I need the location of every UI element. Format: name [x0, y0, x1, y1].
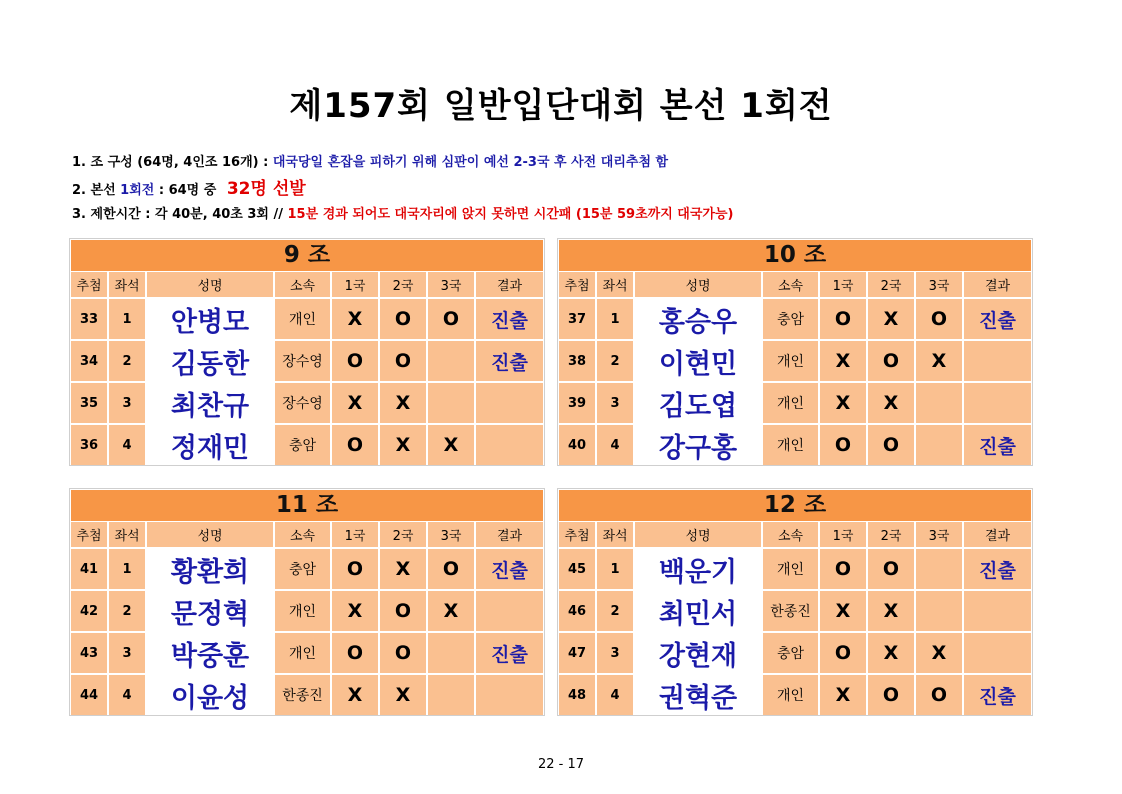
game2-result: X	[380, 675, 426, 715]
draw-number: 36	[71, 425, 107, 465]
advance-result: 진출	[476, 633, 543, 673]
table-row	[559, 591, 1031, 631]
player-name: 김도엽	[635, 383, 761, 423]
player-club: 충암	[763, 299, 818, 339]
game3-result	[916, 549, 962, 589]
col-seat: 좌석	[109, 522, 145, 547]
player-name: 문정혁	[147, 591, 273, 631]
note-3	[72, 202, 733, 228]
draw-number: 35	[71, 383, 107, 423]
game3-result: O	[428, 299, 474, 339]
col-name: 성명	[147, 272, 273, 297]
seat-number: 4	[597, 675, 633, 715]
player-name: 황환희	[147, 549, 273, 589]
group-title: 9 조	[71, 240, 543, 271]
game2-result: X	[380, 549, 426, 589]
col-name: 성명	[635, 272, 761, 297]
col-result: 결과	[964, 272, 1031, 297]
seat-number: 2	[109, 591, 145, 631]
game1-result: O	[820, 549, 866, 589]
table-row	[71, 633, 543, 673]
game3-result: X	[916, 341, 962, 381]
seat-number: 1	[597, 549, 633, 589]
col-game3: 3국	[428, 522, 474, 547]
game1-result: O	[332, 549, 378, 589]
game3-result: O	[916, 299, 962, 339]
game3-result: X	[916, 633, 962, 673]
col-seat: 좌석	[109, 272, 145, 297]
notes	[72, 150, 733, 228]
game3-result	[428, 675, 474, 715]
table-row	[559, 549, 1031, 589]
game2-result: O	[380, 299, 426, 339]
note-3-label: 3. 제한시간 : 각 40분, 40초 3회 //	[72, 207, 288, 222]
game1-result: X	[820, 591, 866, 631]
column-headers	[559, 272, 1031, 297]
page-title: 제157회 일반입단대회 본선 1회전	[289, 86, 833, 126]
col-game3: 3국	[916, 522, 962, 547]
game3-result	[916, 591, 962, 631]
game3-result	[428, 633, 474, 673]
player-club: 충암	[763, 633, 818, 673]
player-club: 충암	[275, 549, 330, 589]
game3-result: X	[428, 425, 474, 465]
advance-result	[476, 675, 543, 715]
player-club: 개인	[763, 549, 818, 589]
player-club: 개인	[763, 341, 818, 381]
col-game1: 1국	[332, 272, 378, 297]
game2-result: O	[380, 591, 426, 631]
seat-number: 3	[597, 633, 633, 673]
game1-result: X	[332, 383, 378, 423]
col-seat: 좌석	[597, 272, 633, 297]
col-name: 성명	[635, 522, 761, 547]
note-3-warning: 15분 경과 되어도 대국자리에 앉지 못하면 시간패 (15분 59초까지 대국가능)	[287, 207, 734, 222]
col-result: 결과	[476, 522, 543, 547]
advance-result	[964, 591, 1031, 631]
page-number: 22 - 17	[537, 757, 585, 772]
advance-result: 진출	[964, 425, 1031, 465]
group-title: 12 조	[559, 490, 1031, 521]
advance-result	[476, 425, 543, 465]
group-title: 11 조	[71, 490, 543, 521]
game1-result: X	[820, 675, 866, 715]
table-row	[71, 675, 543, 715]
player-club: 장수영	[275, 341, 330, 381]
draw-number: 48	[559, 675, 595, 715]
player-name: 강구홍	[635, 425, 761, 465]
table-row	[559, 383, 1031, 423]
game3-result	[916, 425, 962, 465]
group-9	[69, 238, 545, 466]
advance-result: 진출	[476, 549, 543, 589]
game3-result: X	[428, 591, 474, 631]
player-club: 충암	[275, 425, 330, 465]
game1-result: O	[332, 425, 378, 465]
game1-result: O	[820, 299, 866, 339]
game3-result	[428, 383, 474, 423]
group-11	[69, 488, 545, 716]
draw-number: 45	[559, 549, 595, 589]
draw-number: 46	[559, 591, 595, 631]
player-club: 개인	[275, 591, 330, 631]
advance-result: 진출	[964, 299, 1031, 339]
game1-result: O	[332, 341, 378, 381]
game3-result: O	[428, 549, 474, 589]
table-row	[559, 675, 1031, 715]
player-club: 개인	[763, 675, 818, 715]
player-name: 최민서	[635, 591, 761, 631]
column-headers	[559, 522, 1031, 547]
game2-result: X	[380, 383, 426, 423]
game1-result: X	[820, 341, 866, 381]
column-headers	[71, 522, 543, 547]
col-name: 성명	[147, 522, 273, 547]
player-club: 개인	[763, 425, 818, 465]
draw-number: 43	[71, 633, 107, 673]
game1-result: X	[332, 591, 378, 631]
player-name: 이현민	[635, 341, 761, 381]
col-game2: 2국	[868, 272, 914, 297]
player-name: 강현재	[635, 633, 761, 673]
draw-number: 34	[71, 341, 107, 381]
advance-result: 진출	[476, 341, 543, 381]
game2-result: X	[868, 383, 914, 423]
player-name: 홍승우	[635, 299, 761, 339]
player-name: 김동한	[147, 341, 273, 381]
game1-result: X	[820, 383, 866, 423]
game2-result: X	[868, 299, 914, 339]
game2-result: X	[868, 633, 914, 673]
group-title: 10 조	[559, 240, 1031, 271]
note-1-detail: 대국당일 혼잡을 피하기 위해 심판이 예선 2-3국 후 사전 대리추첨 함	[272, 155, 669, 170]
note-2-selection: 32명 선발	[226, 179, 306, 199]
draw-number: 47	[559, 633, 595, 673]
col-game2: 2국	[868, 522, 914, 547]
advance-result: 진출	[964, 675, 1031, 715]
seat-number: 2	[597, 341, 633, 381]
seat-number: 2	[109, 341, 145, 381]
game3-result	[428, 341, 474, 381]
seat-number: 3	[109, 383, 145, 423]
table-row	[71, 591, 543, 631]
player-name: 정재민	[147, 425, 273, 465]
seat-number: 4	[597, 425, 633, 465]
game1-result: X	[332, 675, 378, 715]
seat-number: 1	[109, 549, 145, 589]
advance-result	[964, 633, 1031, 673]
group-12	[557, 488, 1033, 716]
advance-result	[964, 383, 1031, 423]
advance-result	[964, 341, 1031, 381]
note-2-round: 1회전	[120, 183, 155, 198]
draw-number: 42	[71, 591, 107, 631]
col-result: 결과	[476, 272, 543, 297]
note-2-count: : 64명 중	[154, 183, 221, 198]
seat-number: 3	[597, 383, 633, 423]
col-draw: 추첨	[71, 522, 107, 547]
game2-result: O	[868, 341, 914, 381]
game3-result: O	[916, 675, 962, 715]
table-row	[71, 341, 543, 381]
player-name: 박중훈	[147, 633, 273, 673]
col-game1: 1국	[820, 522, 866, 547]
player-name: 안병모	[147, 299, 273, 339]
col-game1: 1국	[332, 522, 378, 547]
game1-result: X	[332, 299, 378, 339]
seat-number: 2	[597, 591, 633, 631]
draw-number: 44	[71, 675, 107, 715]
col-result: 결과	[964, 522, 1031, 547]
game1-result: O	[332, 633, 378, 673]
draw-number: 38	[559, 341, 595, 381]
col-draw: 추첨	[559, 522, 595, 547]
col-club: 소속	[763, 272, 818, 297]
draw-number: 37	[559, 299, 595, 339]
table-row	[71, 299, 543, 339]
game2-result: O	[868, 675, 914, 715]
col-game3: 3국	[428, 272, 474, 297]
player-name: 백운기	[635, 549, 761, 589]
note-1	[72, 150, 733, 176]
col-club: 소속	[275, 522, 330, 547]
game1-result: O	[820, 633, 866, 673]
advance-result	[476, 591, 543, 631]
draw-number: 33	[71, 299, 107, 339]
draw-number: 39	[559, 383, 595, 423]
col-game3: 3국	[916, 272, 962, 297]
col-game1: 1국	[820, 272, 866, 297]
note-2	[72, 176, 733, 202]
col-game2: 2국	[380, 522, 426, 547]
advance-result	[476, 383, 543, 423]
seat-number: 4	[109, 675, 145, 715]
game1-result: O	[820, 425, 866, 465]
table-row	[559, 425, 1031, 465]
col-club: 소속	[275, 272, 330, 297]
table-row	[559, 341, 1031, 381]
player-club: 개인	[763, 383, 818, 423]
table-row	[71, 549, 543, 589]
player-club: 한종진	[275, 675, 330, 715]
col-draw: 추첨	[71, 272, 107, 297]
note-2-label: 2. 본선	[72, 183, 121, 198]
game3-result	[916, 383, 962, 423]
player-club: 개인	[275, 633, 330, 673]
player-club: 개인	[275, 299, 330, 339]
game2-result: O	[868, 549, 914, 589]
col-club: 소속	[763, 522, 818, 547]
player-club: 한종진	[763, 591, 818, 631]
draw-number: 41	[71, 549, 107, 589]
game2-result: O	[380, 341, 426, 381]
seat-number: 4	[109, 425, 145, 465]
seat-number: 1	[109, 299, 145, 339]
col-game2: 2국	[380, 272, 426, 297]
game2-result: O	[380, 633, 426, 673]
table-row	[559, 633, 1031, 673]
table-row	[71, 383, 543, 423]
note-1-label: 1. 조 구성 (64명, 4인조 16개) :	[72, 155, 273, 170]
advance-result: 진출	[476, 299, 543, 339]
player-name: 이윤성	[147, 675, 273, 715]
group-10	[557, 238, 1033, 466]
player-name: 권혁준	[635, 675, 761, 715]
seat-number: 1	[597, 299, 633, 339]
game2-result: X	[868, 591, 914, 631]
player-club: 장수영	[275, 383, 330, 423]
game2-result: X	[380, 425, 426, 465]
col-seat: 좌석	[597, 522, 633, 547]
table-row	[559, 299, 1031, 339]
draw-number: 40	[559, 425, 595, 465]
col-draw: 추첨	[559, 272, 595, 297]
table-row	[71, 425, 543, 465]
column-headers	[71, 272, 543, 297]
seat-number: 3	[109, 633, 145, 673]
game2-result: O	[868, 425, 914, 465]
player-name: 최찬규	[147, 383, 273, 423]
advance-result: 진출	[964, 549, 1031, 589]
